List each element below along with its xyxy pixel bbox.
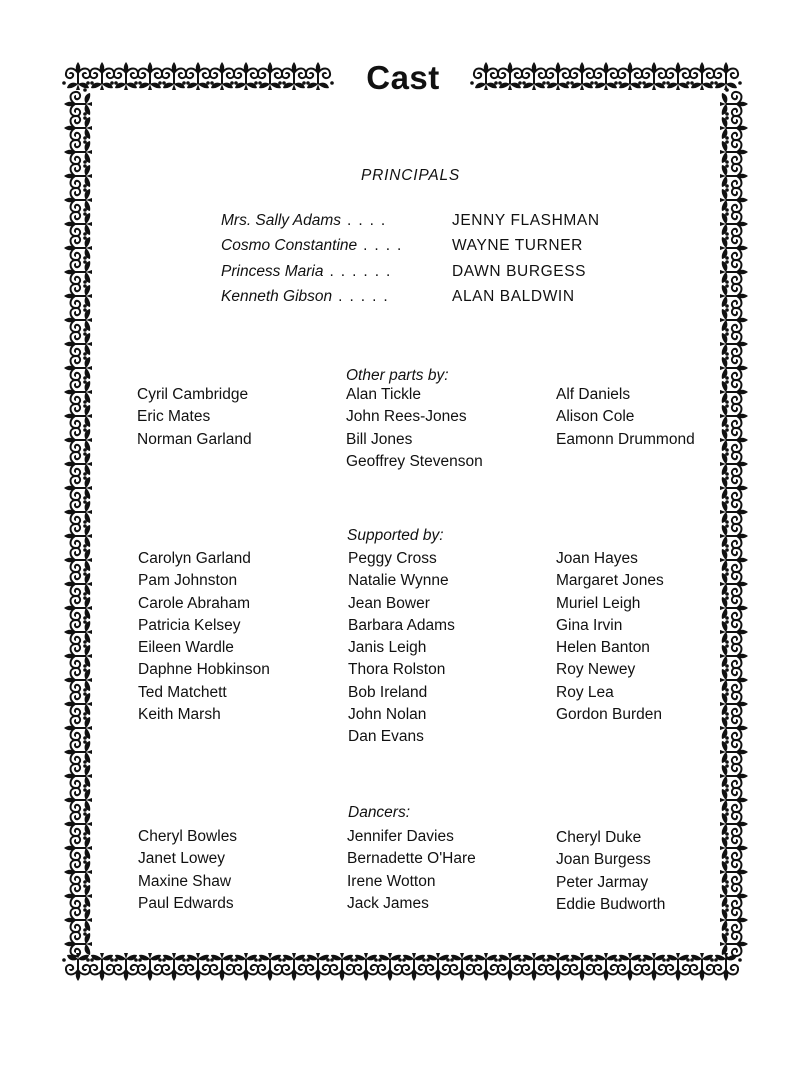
cast-name: Alan Tickle (346, 386, 421, 403)
cast-name: Maxine Shaw (138, 872, 232, 890)
border-ornament-left (64, 880, 92, 912)
border-ornament-right (720, 544, 748, 576)
cast-name: Barbara Adams (348, 616, 455, 634)
cast-name: Helen Banton (556, 639, 650, 657)
border-ornament-left (64, 496, 92, 528)
dancers-col-3 (556, 827, 665, 916)
dancers-col-2 (347, 826, 476, 915)
border-ornament-right (720, 424, 748, 456)
border-ornament-top (566, 62, 598, 90)
border-ornament-left (64, 160, 92, 192)
border-ornament-left (64, 688, 92, 720)
border-ornament-bottom (638, 953, 670, 981)
cast-name: Thora Rolston (348, 661, 446, 679)
cast-name: Alison Cole (556, 408, 635, 426)
border-ornament-bottom (182, 953, 214, 981)
border-ornament-bottom (374, 953, 406, 981)
border-ornament-top (158, 62, 190, 90)
border-ornament-top (110, 62, 142, 90)
cast-name: Eileen Wardle (138, 639, 234, 657)
cast-name: Eamonn Drummond (556, 430, 695, 448)
border-ornament-bottom (110, 953, 142, 981)
border-ornament-left (64, 904, 92, 936)
border-ornament-right (720, 328, 748, 360)
border-ornament-right (720, 520, 748, 552)
border-ornament-right (720, 232, 748, 264)
border-ornament-bottom (614, 953, 646, 981)
cast-name: Roy Lea (556, 683, 614, 701)
border-ornament-right (720, 784, 748, 816)
border-ornament-left (64, 592, 92, 624)
border-ornament-right (720, 928, 748, 960)
border-ornament-right (720, 712, 748, 744)
border-ornament-top (182, 62, 214, 90)
border-ornament-left (64, 280, 92, 312)
cast-name: Cheryl Bowles (138, 828, 238, 845)
border-ornament-right (720, 568, 748, 600)
role-name: Cosmo Constantine (221, 237, 358, 254)
cast-name: Jean Bower (348, 594, 430, 612)
other-parts-heading: Other parts by: (346, 367, 449, 384)
cast-name: Bernadette O'Hare (347, 850, 476, 868)
border-ornament-right (720, 592, 748, 624)
cast-name: Jennifer Davies (347, 828, 454, 845)
border-ornament-top (86, 62, 118, 90)
border-ornament-right (720, 496, 748, 528)
cast-name: Janet Lowey (138, 850, 226, 868)
other-parts-col-3 (556, 384, 695, 451)
border-ornament-left (64, 184, 92, 216)
border-ornament-top (470, 62, 502, 90)
border-ornament-left (64, 520, 92, 552)
cast-name: Geoffrey Stevenson (346, 452, 483, 470)
border-ornament-left (64, 304, 92, 336)
cast-name: Eddie Budworth (556, 895, 666, 913)
border-ornament-left (64, 736, 92, 768)
cast-name: Daphne Hobkinson (138, 661, 270, 679)
border-ornament-bottom (566, 953, 598, 981)
border-ornament-top (134, 62, 166, 90)
cast-name: Peter Jarmay (556, 873, 649, 891)
cast-name: Irene Wotton (347, 872, 436, 890)
border-ornament-bottom (662, 953, 694, 981)
border-ornament-left (64, 232, 92, 264)
cast-name: Patricia Kelsey (138, 616, 241, 634)
actor-name: WAYNE TURNER (448, 236, 583, 256)
border-ornament-top (710, 62, 742, 90)
principal-row: Kenneth Gibson ..... ALAN BALDWIN (221, 288, 575, 305)
border-ornament-bottom (422, 953, 454, 981)
cast-name: Ted Matchett (138, 683, 227, 701)
border-ornament-left (64, 400, 92, 432)
border-ornament-top (518, 62, 550, 90)
cast-name: Natalie Wynne (348, 572, 449, 590)
border-ornament-left (64, 256, 92, 288)
border-ornament-bottom (278, 953, 310, 981)
border-ornament-right (720, 208, 748, 240)
cast-name: Jack James (347, 894, 429, 912)
border-ornament-bottom (86, 953, 118, 981)
border-ornament-bottom (350, 953, 382, 981)
role-name: Princess Maria (221, 263, 324, 280)
cast-name: Peggy Cross (348, 550, 437, 567)
border-ornament-top (638, 62, 670, 90)
other-parts-col-2 (346, 384, 483, 473)
border-ornament-top (590, 62, 622, 90)
border-ornament-left (64, 352, 92, 384)
border-ornament-right (720, 184, 748, 216)
border-ornament-top (230, 62, 262, 90)
border-ornament-left (64, 784, 92, 816)
cast-name: Janis Leigh (348, 639, 427, 657)
other-parts-col-1 (137, 384, 252, 451)
cast-name: Gina Irvin (556, 616, 623, 634)
border-ornament-right (720, 880, 748, 912)
border-ornament-top (254, 62, 286, 90)
cast-name: Bill Jones (346, 430, 413, 448)
cast-name: Cheryl Duke (556, 829, 642, 846)
border-ornament-bottom (326, 953, 358, 981)
border-ornament-right (720, 808, 748, 840)
border-ornament-left (64, 424, 92, 456)
border-ornament-top (206, 62, 238, 90)
border-ornament-bottom (518, 953, 550, 981)
cast-name: Carole Abraham (138, 594, 251, 612)
cast-name: Dan Evans (348, 728, 424, 746)
border-ornament-top (494, 62, 526, 90)
dancers-col-1 (138, 826, 237, 915)
cast-name: John Rees-Jones (346, 408, 467, 426)
cast-name: John Nolan (348, 706, 427, 724)
border-ornament-top (614, 62, 646, 90)
cast-name: Carolyn Garland (138, 550, 251, 567)
border-ornament-right (720, 352, 748, 384)
border-ornament-bottom (686, 953, 718, 981)
border-ornament-left (64, 328, 92, 360)
supported-col-3 (556, 548, 664, 726)
border-ornament-right (720, 448, 748, 480)
supported-col-1 (138, 548, 270, 726)
border-ornament-right (720, 256, 748, 288)
role-name: Mrs. Sally Adams (221, 212, 342, 229)
cast-name: Bob Ireland (348, 683, 428, 701)
border-ornament-right (720, 136, 748, 168)
dancers-heading: Dancers: (348, 804, 411, 821)
border-ornament-bottom (302, 953, 334, 981)
border-ornament-left (64, 664, 92, 696)
border-ornament-right (720, 832, 748, 864)
border-ornament-left (64, 760, 92, 792)
border-ornament-right (720, 304, 748, 336)
border-ornament-bottom (590, 953, 622, 981)
border-ornament-right (720, 376, 748, 408)
border-ornament-right (720, 400, 748, 432)
border-ornament-right (720, 760, 748, 792)
border-ornament-left (64, 856, 92, 888)
cast-name: Keith Marsh (138, 706, 221, 724)
border-ornament-right (720, 688, 748, 720)
cast-name: Roy Newey (556, 661, 636, 679)
border-ornament-top (302, 62, 334, 90)
border-ornament-right (720, 88, 748, 120)
cast-name: Joan Burgess (556, 851, 651, 869)
border-ornament-right (720, 904, 748, 936)
border-ornament-top (278, 62, 310, 90)
cast-name: Pam Johnston (138, 572, 238, 590)
border-ornament-bottom (254, 953, 286, 981)
principals-heading: PRINCIPALS (361, 167, 461, 184)
border-ornament-bottom (470, 953, 502, 981)
border-ornament-left (64, 136, 92, 168)
border-ornament-right (720, 616, 748, 648)
border-ornament-bottom (134, 953, 166, 981)
border-ornament-top (542, 62, 574, 90)
principal-row: Cosmo Constantine .... WAYNE TURNER (221, 237, 583, 254)
border-ornament-right (720, 640, 748, 672)
border-ornament-left (64, 832, 92, 864)
border-ornament-left (64, 544, 92, 576)
border-ornament-left (64, 88, 92, 120)
border-ornament-right (720, 736, 748, 768)
cast-name: Muriel Leigh (556, 594, 641, 612)
border-ornament-bottom (542, 953, 574, 981)
border-ornament-bottom (494, 953, 526, 981)
principal-row: Princess Maria ...... DAWN BURGESS (221, 263, 587, 280)
cast-name: Joan Hayes (556, 550, 638, 567)
border-ornament-right (720, 280, 748, 312)
border-ornament-top (662, 62, 694, 90)
cast-name: Eric Mates (137, 408, 211, 426)
border-ornament-left (64, 640, 92, 672)
border-ornament-bottom (230, 953, 262, 981)
border-ornament-left (64, 472, 92, 504)
role-name: Kenneth Gibson (221, 288, 333, 305)
border-ornament-left (64, 568, 92, 600)
border-ornament-left (64, 616, 92, 648)
border-ornament-bottom (206, 953, 238, 981)
border-ornament-left (64, 808, 92, 840)
border-ornament-left (64, 208, 92, 240)
actor-name: JENNY FLASHMAN (448, 211, 600, 231)
cast-name: Alf Daniels (556, 386, 631, 403)
border-ornament-bottom (446, 953, 478, 981)
principal-row: Mrs. Sally Adams .... JENNY FLASHMAN (221, 212, 600, 229)
border-ornament-left (64, 112, 92, 144)
cast-name: Margaret Jones (556, 572, 664, 590)
page-title: Cast (351, 55, 455, 101)
border-ornament-left (64, 376, 92, 408)
actor-name: DAWN BURGESS (448, 262, 586, 282)
actor-name: ALAN BALDWIN (448, 287, 575, 307)
border-ornament-right (720, 472, 748, 504)
border-ornament-right (720, 664, 748, 696)
cast-name: Paul Edwards (138, 894, 234, 912)
cast-name: Gordon Burden (556, 706, 662, 724)
border-ornament-top (686, 62, 718, 90)
border-ornament-right (720, 856, 748, 888)
border-ornament-bottom (398, 953, 430, 981)
border-ornament-right (720, 160, 748, 192)
border-ornament-top (62, 62, 94, 90)
border-ornament-left (64, 448, 92, 480)
border-ornament-bottom (158, 953, 190, 981)
cast-name: Norman Garland (137, 430, 252, 448)
border-ornament-bottom (62, 953, 94, 981)
cast-name: Cyril Cambridge (137, 386, 249, 403)
border-ornament-right (720, 112, 748, 144)
border-ornament-left (64, 712, 92, 744)
supported-heading: Supported by: (347, 527, 444, 544)
supported-col-2 (348, 548, 455, 749)
